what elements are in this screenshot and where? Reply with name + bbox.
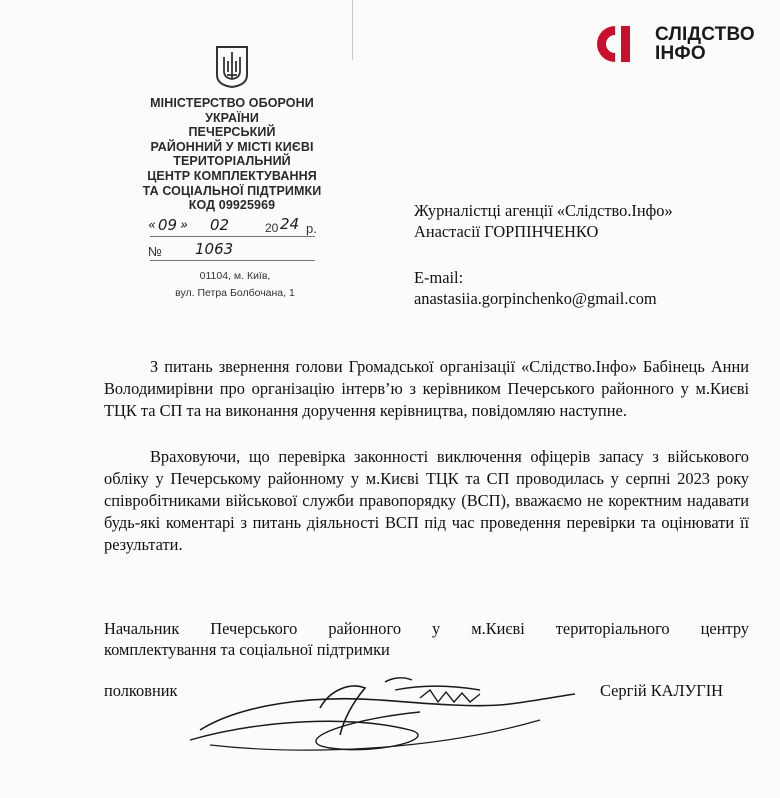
date-year-suffix: 24 — [280, 215, 300, 233]
position-line2: комплектування та соціальної підтримки — [104, 640, 390, 659]
handwritten-signature — [180, 660, 600, 760]
stamp-line: МІНІСТЕРСТВО ОБОРОНИ — [150, 96, 314, 110]
paragraph-text: Враховуючи, що перевірка законності виключення офіцерів запасу з військового обліку у Печерському районному у м.Києві ТЦК та СП проводилась у серпні 2023 року співробітниками військової служби правопорядку (ВСП), вважаємо не коректним надавати будь-які коментарі з питань діяльності ВСП під час проведення перевірки та оцінювати її результати. — [104, 447, 749, 554]
email-label: E-mail: — [414, 268, 464, 287]
stamp-address-line1: 01104, м. Київ, — [199, 270, 271, 282]
paragraph-text: З питань звернення голови Громадської організації «Слідство.Інфо» Бабінець Анни Володимирівни про організацію інтерв’ю з керівником Печерського районного у м.Києві ТЦК та СП та на виконання доручення керівництва, повідомляю наступне. — [104, 357, 749, 420]
scan-artifact-line — [352, 0, 353, 60]
stamp-date-row: « 09 » 02 20 24 р. — [148, 215, 317, 236]
body-paragraph-2 — [104, 446, 749, 556]
recipient-email-block — [414, 267, 754, 309]
coat-of-arms-icon — [215, 45, 249, 89]
number-value: 1063 — [195, 240, 234, 258]
stamp-line: ПЕЧЕРСЬКИЙ — [188, 125, 276, 140]
number-underline — [150, 260, 315, 261]
stamp-line: КОД 09925969 — [188, 198, 276, 213]
date-day: 09 — [158, 216, 178, 234]
position-line1: Начальник Печерського районного у м.Києві територіального центру — [104, 619, 749, 638]
stamp-line: РАЙОННИЙ У МІСТІ КИЄВІ — [150, 139, 314, 154]
recipient-line1: Журналістці агенції «Слідство.Інфо» — [414, 201, 673, 220]
signer-name: Сергій КАЛУГІН — [600, 681, 724, 700]
body-paragraph-1 — [104, 356, 749, 422]
stamp-line: УКРАЇНИ — [205, 110, 259, 125]
ministry-stamp — [132, 96, 332, 213]
signer-rank: полковник — [104, 681, 178, 700]
number-label: № — [148, 244, 162, 259]
stamp-address — [160, 268, 310, 302]
recipient-block — [414, 200, 754, 242]
stamp-number-row — [140, 240, 330, 264]
stamp-line: ЦЕНТР КОМПЛЕКТУВАННЯ — [147, 168, 317, 183]
email-address[interactable]: anastasiia.gorpinchenko@gmail.com — [414, 289, 657, 308]
date-year-prefix: 20 — [265, 221, 279, 235]
date-year-label: р. — [306, 221, 317, 236]
recipient-name: Анастасії ГОРПІНЧЕНКО — [414, 222, 599, 241]
stamp-address-line2: вул. Петра Болбочана, 1 — [175, 287, 295, 299]
date-underline — [150, 236, 315, 237]
logo-text-line1: СЛІДСТВО — [655, 24, 755, 45]
date-month: 02 — [210, 216, 230, 234]
logo-text-line2: ІНФО — [655, 43, 706, 64]
stamp-line: ТА СОЦІАЛЬНОЇ ПІДТРИМКИ — [142, 183, 322, 198]
slidstvo-info-logo — [593, 22, 763, 66]
stamp-line: ТЕРИТОРІАЛЬНИЙ — [173, 154, 291, 169]
logo-mark-icon — [593, 22, 651, 66]
signature-position — [104, 618, 749, 660]
